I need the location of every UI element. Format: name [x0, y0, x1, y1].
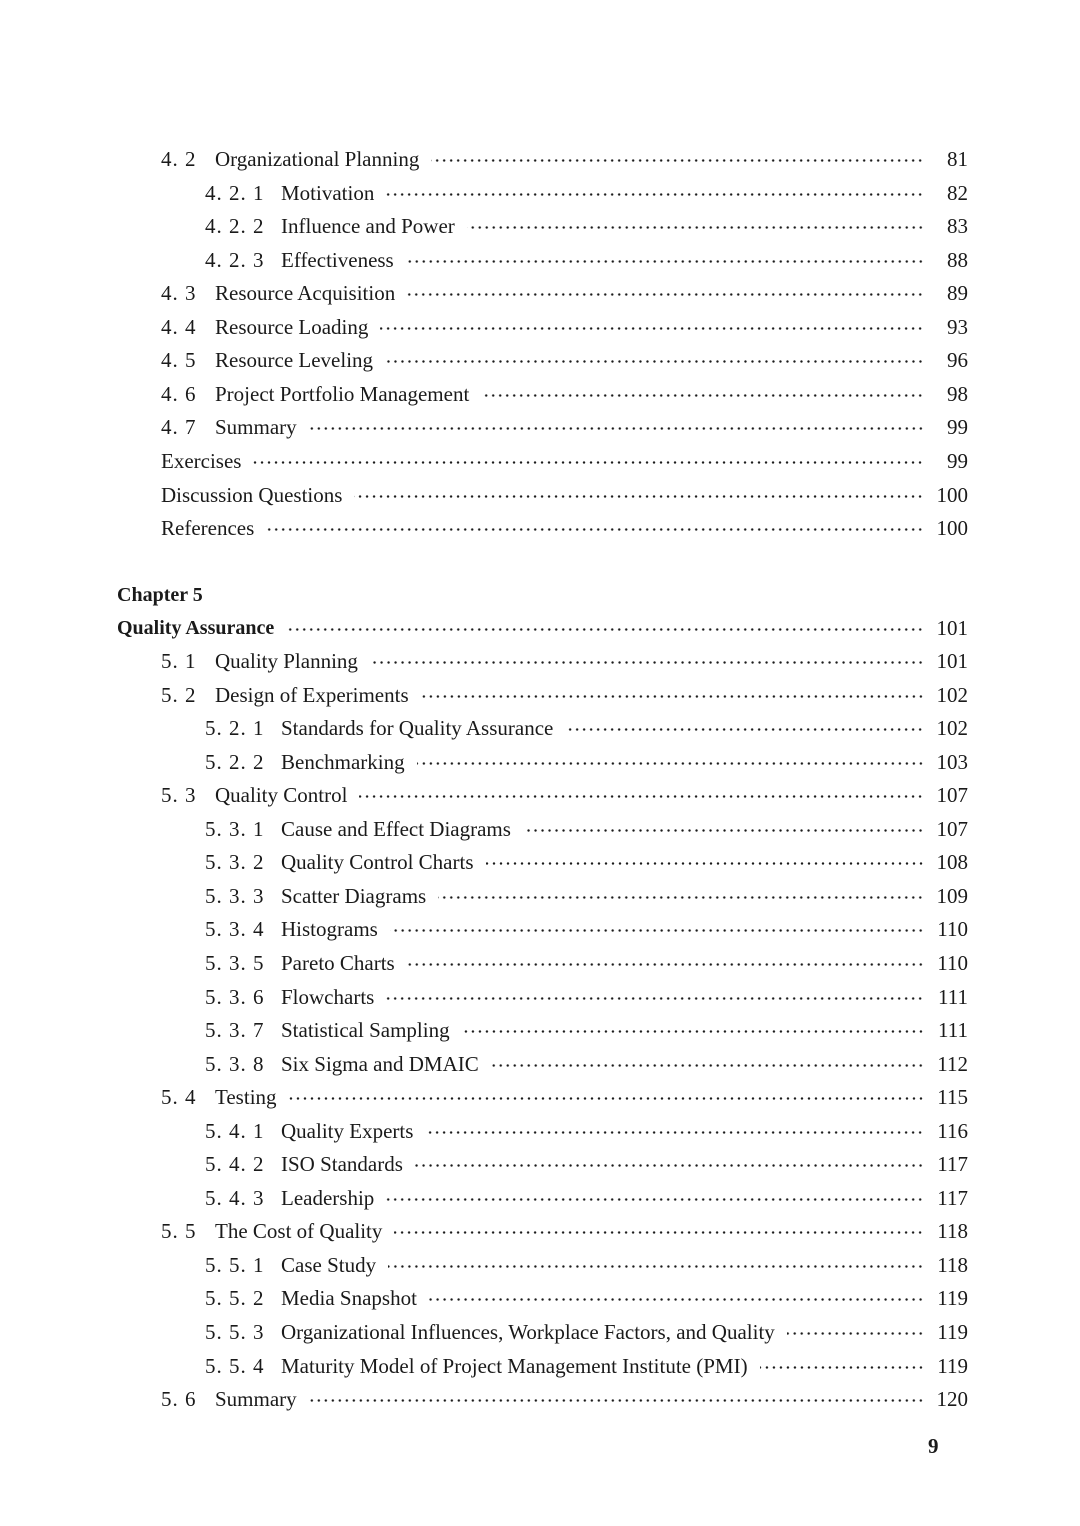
- dot-leader: [467, 226, 924, 229]
- toc-entry: [161, 678, 968, 712]
- toc-entry-page: 109: [936, 883, 968, 908]
- toc-entry: [205, 1349, 968, 1383]
- toc-entry-page: 116: [937, 1118, 968, 1143]
- toc-entry-title: Motivation: [281, 180, 375, 205]
- toc-entry-number: 5. 3. 3: [205, 883, 265, 908]
- toc-entry-number: 4. 2. 2: [205, 213, 265, 238]
- toc-entry-page: 119: [937, 1285, 968, 1310]
- toc-entry: [205, 1114, 968, 1148]
- toc-entry-title: Resource Acquisition: [215, 280, 396, 305]
- dot-leader: [354, 495, 924, 498]
- page-number: 9: [928, 1434, 939, 1458]
- toc-entry-page: 119: [937, 1353, 968, 1378]
- toc-entry: [205, 711, 968, 745]
- dot-leader: [760, 1366, 924, 1369]
- chapter-title: Quality Assurance: [117, 616, 275, 639]
- dot-leader: [417, 762, 924, 765]
- dot-leader: [523, 829, 924, 832]
- toc-entry: [117, 611, 968, 645]
- toc-entry-number: 5. 2. 2: [205, 749, 265, 774]
- toc-entry-title: Resource Leveling: [215, 347, 374, 372]
- toc-entry-number: 5. 4. 3: [205, 1185, 265, 1210]
- toc-entry-title: ISO Standards: [281, 1151, 403, 1176]
- toc-entry-title: Organizational Influences, Workplace Factors, and Quality: [281, 1319, 775, 1344]
- dot-leader: [481, 394, 924, 397]
- dot-leader: [787, 1332, 924, 1335]
- toc-entry-title: Design of Experiments: [215, 682, 409, 707]
- toc-entry: [205, 980, 968, 1014]
- toc-entry: [205, 176, 968, 210]
- dot-leader: [486, 862, 925, 865]
- dot-leader: [491, 1064, 924, 1067]
- toc-entry: [205, 845, 968, 879]
- toc-entry-number: 5. 3. 5: [205, 950, 265, 975]
- toc-entry: [205, 209, 968, 243]
- toc-entry: [205, 1147, 968, 1181]
- toc-entry-page: 111: [938, 1017, 968, 1042]
- toc-entry: [161, 1382, 968, 1416]
- toc-entry-page: 82: [947, 180, 968, 205]
- toc-entry-title: Pareto Charts: [281, 950, 395, 975]
- toc-entry-title: Case Study: [281, 1252, 377, 1277]
- toc-entry-number: 5. 2. 1: [205, 715, 265, 740]
- toc-entry-title: Summary: [215, 1386, 297, 1411]
- toc-entry: [205, 879, 968, 913]
- toc-entry-number: 4. 7: [161, 414, 197, 439]
- toc-entry-title: Influence and Power: [281, 213, 455, 238]
- toc-entry-page: 96: [947, 347, 968, 372]
- toc-entry-title: Testing: [215, 1084, 277, 1109]
- toc-entry-title: Quality Control: [215, 782, 348, 807]
- toc-entry: [161, 644, 968, 678]
- toc-entry: [161, 343, 968, 377]
- toc-entry-number: 4. 2. 1: [205, 180, 265, 205]
- toc-entry-title: Media Snapshot: [281, 1285, 417, 1310]
- toc-entry-title: Histograms: [281, 916, 378, 941]
- toc-entry-number: 5. 5. 2: [205, 1285, 265, 1310]
- toc-entry-number: 5. 3. 1: [205, 816, 265, 841]
- dot-leader: [386, 1198, 924, 1201]
- toc-entry-page: 119: [937, 1319, 968, 1344]
- dot-leader: [462, 1030, 924, 1033]
- dot-leader: [266, 528, 924, 531]
- dot-leader: [407, 293, 924, 296]
- toc-entry-page: 100: [936, 515, 968, 540]
- toc-entry-title: References: [161, 515, 255, 540]
- dot-leader: [380, 327, 924, 330]
- dot-leader: [309, 1399, 924, 1402]
- toc-entry-page: 115: [937, 1084, 968, 1109]
- dot-leader: [388, 1265, 924, 1268]
- toc-entry-title: Quality Control Charts: [281, 849, 474, 874]
- toc-entry-number: 5. 3. 8: [205, 1051, 265, 1076]
- toc-entry-number: 5. 3. 7: [205, 1017, 265, 1042]
- dot-leader: [565, 728, 924, 731]
- toc-entry-title: Project Portfolio Management: [215, 381, 470, 406]
- toc-entry-number: 5. 5. 1: [205, 1252, 265, 1277]
- toc-entry-title: Quality Experts: [281, 1118, 414, 1143]
- toc-entry-page: 99: [947, 414, 968, 439]
- dot-leader: [431, 159, 924, 162]
- toc-entry-number: 5. 6: [161, 1386, 197, 1411]
- toc-entry-title: Leadership: [281, 1185, 375, 1210]
- toc-entry-page: 98: [947, 381, 968, 406]
- toc-entry: [205, 1013, 968, 1047]
- toc-entry-number: 5. 5. 3: [205, 1319, 265, 1344]
- toc-entry: [205, 912, 968, 946]
- toc-entry-page: 99: [947, 448, 968, 473]
- toc-entry-title: Benchmarking: [281, 749, 405, 774]
- dot-leader: [390, 929, 924, 932]
- toc-entry-page: 103: [936, 749, 968, 774]
- toc-entry-page: 108: [936, 849, 968, 874]
- toc-entry: [161, 478, 968, 512]
- toc-entry-page: 120: [936, 1386, 968, 1411]
- toc-entry-page: 111: [938, 984, 968, 1009]
- toc-entry: [205, 1281, 968, 1315]
- toc-entry-number: 5. 3. 2: [205, 849, 265, 874]
- toc-entry-title: Summary: [215, 414, 297, 439]
- toc-entry-number: 4. 2: [161, 146, 197, 171]
- toc-entry-title: The Cost of Quality: [215, 1218, 383, 1243]
- toc-entry-title: Statistical Sampling: [281, 1017, 450, 1042]
- toc-entry-page: 117: [937, 1185, 968, 1210]
- toc-entry: [161, 444, 968, 478]
- toc-entry-number: 5. 4. 2: [205, 1151, 265, 1176]
- toc-entry-title: Maturity Model of Project Management Institute (PMI): [281, 1353, 748, 1378]
- toc-entry-title: Scatter Diagrams: [281, 883, 427, 908]
- toc-entry-page: 81: [947, 146, 968, 171]
- toc-entry-title: Effectiveness: [281, 247, 394, 272]
- toc-entry-number: 4. 4: [161, 314, 197, 339]
- toc-entry-page: 107: [936, 816, 968, 841]
- dot-leader: [286, 628, 924, 631]
- toc-entry: [205, 812, 968, 846]
- dot-leader: [385, 360, 924, 363]
- toc-entry-page: 88: [947, 247, 968, 272]
- toc-entry-title: Discussion Questions: [161, 482, 343, 507]
- toc-entry-page: 117: [937, 1151, 968, 1176]
- toc-entry-number: 5. 4. 1: [205, 1118, 265, 1143]
- toc-entry-page: 102: [936, 715, 968, 740]
- toc-entry: [205, 1047, 968, 1081]
- dot-leader: [359, 795, 924, 798]
- toc-entry: [161, 778, 968, 812]
- toc-entry-title: Standards for Quality Assurance: [281, 715, 554, 740]
- toc-entry-number: 4. 3: [161, 280, 197, 305]
- toc-entry-title: Exercises: [161, 448, 242, 473]
- toc-entry: [205, 946, 968, 980]
- toc-entry-number: 5. 5: [161, 1218, 197, 1243]
- toc-entry: [161, 1080, 968, 1114]
- toc-entry-page: 101: [936, 648, 968, 673]
- toc-entry-number: 5. 3. 4: [205, 916, 265, 941]
- toc-entry-page: 110: [937, 916, 968, 941]
- toc-entry-page: 118: [937, 1252, 968, 1277]
- dot-leader: [415, 1164, 924, 1167]
- toc-entry: [161, 142, 968, 176]
- toc-entry-number: 5. 1: [161, 648, 197, 673]
- toc-entry-number: 5. 3. 6: [205, 984, 265, 1009]
- toc-entry: [161, 377, 968, 411]
- dot-leader: [394, 1231, 924, 1234]
- toc-entry-page: 118: [937, 1218, 968, 1243]
- toc-entry-page: 83: [947, 213, 968, 238]
- toc-entry-title: Cause and Effect Diagrams: [281, 816, 511, 841]
- toc-entry: [161, 410, 968, 444]
- toc-entry: [205, 1181, 968, 1215]
- toc-entry: [205, 745, 968, 779]
- toc-entry-page: 93: [947, 314, 968, 339]
- toc-entry: [161, 1214, 968, 1248]
- dot-leader: [289, 1097, 924, 1100]
- toc-entry-title: Resource Loading: [215, 314, 369, 339]
- toc-entry-page: 110: [937, 950, 968, 975]
- dot-leader: [253, 461, 924, 464]
- toc-entry: [205, 243, 968, 277]
- toc-entry-title: Organizational Planning: [215, 146, 420, 171]
- toc-entry: [161, 310, 968, 344]
- toc-entry-page: 89: [947, 280, 968, 305]
- dot-leader: [425, 1131, 924, 1134]
- toc-entry-page: 100: [936, 482, 968, 507]
- toc-entry-page: 107: [936, 782, 968, 807]
- toc-entry: [161, 276, 968, 310]
- toc-entry-number: 4. 2. 3: [205, 247, 265, 272]
- toc-entry-number: 5. 2: [161, 682, 197, 707]
- toc-entry-title: Quality Planning: [215, 648, 358, 673]
- toc-entry-title: Flowcharts: [281, 984, 375, 1009]
- toc-entry: [161, 511, 968, 545]
- dot-leader: [406, 260, 924, 263]
- toc-entry-page: 112: [937, 1051, 968, 1076]
- dot-leader: [370, 661, 924, 664]
- dot-leader: [421, 695, 924, 698]
- toc-entry-page: 101: [936, 615, 968, 640]
- toc-entry: [205, 1248, 968, 1282]
- toc-entry-number: 5. 5. 4: [205, 1353, 265, 1378]
- toc-entry-number: 4. 6: [161, 381, 197, 406]
- toc-entry-page: 102: [936, 682, 968, 707]
- dot-leader: [429, 1298, 924, 1301]
- toc-entry-number: 4. 5: [161, 347, 197, 372]
- toc-entry-number: 5. 3: [161, 782, 197, 807]
- toc-entry-number: 5. 4: [161, 1084, 197, 1109]
- toc-entry: [205, 1315, 968, 1349]
- dot-leader: [438, 896, 924, 899]
- toc-entry-title: Six Sigma and DMAIC: [281, 1051, 479, 1076]
- dot-leader: [309, 427, 924, 430]
- dot-leader: [407, 963, 924, 966]
- dot-leader: [386, 997, 924, 1000]
- dot-leader: [386, 193, 924, 196]
- chapter-label: Chapter 5: [117, 583, 203, 606]
